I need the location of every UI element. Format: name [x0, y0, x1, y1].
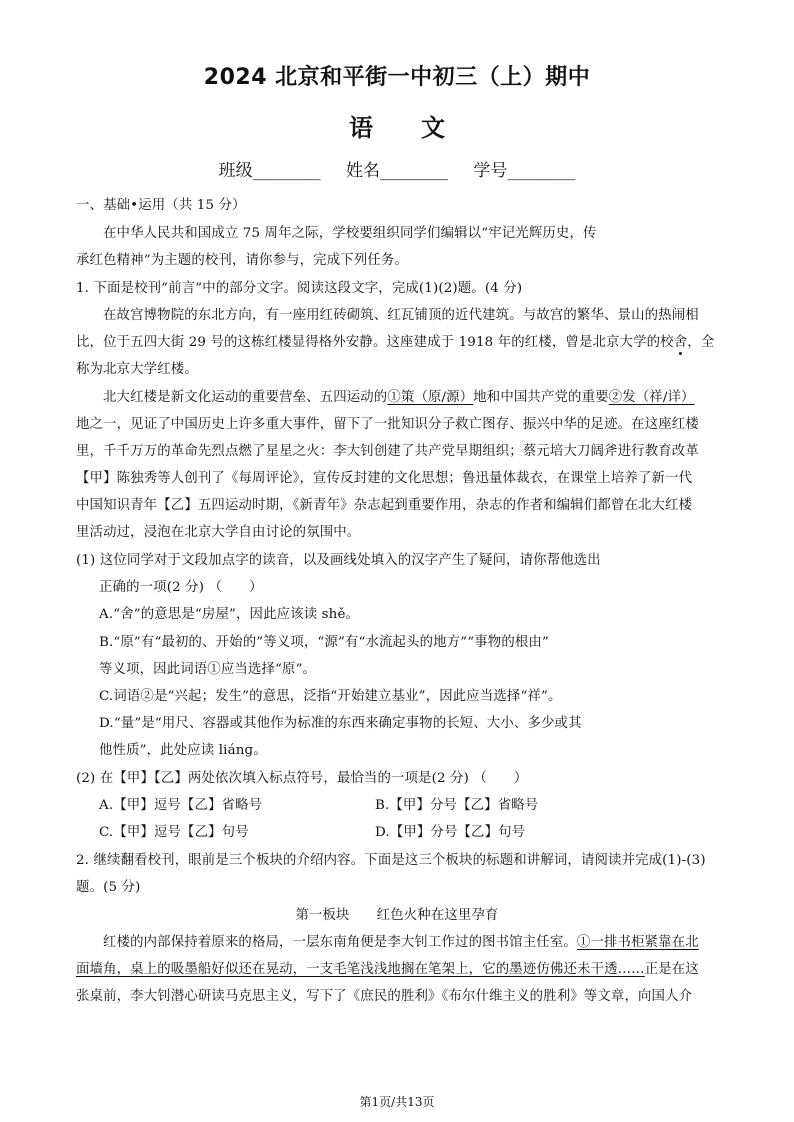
passage-line: 称为北京大学红楼。 — [76, 362, 198, 377]
intro-line: 在中华人民共和国成立 75 周年之际，学校要组织同学们编辑以“牢记光辉历史，传 — [103, 226, 597, 241]
underlined-blank-2: ②发（祥/详） — [608, 390, 695, 405]
exam-title: 2024 北京和平街一中初三（上）期中 — [203, 65, 591, 90]
option-b: B.【甲】分号【乙】省略号 — [375, 798, 539, 813]
sub-question-2-stem: (2) 在【甲】【乙】两处依次填入标点符号，最恰当的一项是(2 分) （ ） — [76, 771, 528, 786]
passage-line: 北大红楼是新文化运动的重要营垒、五四运动的①策（原/源）地和中国共产党的重要②发（祥/详） — [103, 390, 695, 405]
underlined-sentence-1: ①一排书柜紧靠在北 — [576, 935, 699, 950]
passage-line: 里活动过，浸泡在北京大学自由讨论的氛围中。 — [76, 525, 361, 540]
passage-line: 里，千千万万的革命先烈点燃了星星之火：李大钊创建了共产党早期组织；蔡元培大刀阔斧进行教育改革 — [76, 444, 699, 459]
option-a: A.【甲】逗号【乙】省略号 — [99, 798, 263, 813]
class-field: 班级________ — [218, 161, 321, 181]
option-d: D.“量”是“用尺、容器或其他作为标准的东西来确定事物的长短、大小、多少或其 — [99, 716, 582, 731]
sub-question-1-stem: 正确的一项(2 分) （ ） — [99, 580, 263, 595]
sub-question-1-stem: (1) 这位同学对于文段加点字的读音，以及画线处填入的汉字产生了疑问，请你帮他选出 — [76, 553, 601, 568]
block-title: 第一板块 红色火种在这里孕育 — [295, 908, 499, 923]
passage-line: 中国知识青年【乙】五四运动时期，《新青年》杂志起到重要作用，杂志的作者和编辑们都曾在北大红楼 — [76, 498, 693, 513]
passage-line: 张桌前，李大钊潜心研读马克思主义，写下了《庶民的胜利》《布尔什维主义的胜利》等文章，向国人介 — [76, 989, 693, 1004]
question-2-stem: 题。(5 分) — [76, 880, 141, 895]
option-a: A.“舍”的意思是“房屋”，因此应该读 shě。 — [99, 607, 360, 622]
question-2-stem: 2. 继续翻看校刊，眼前是三个板块的介绍内容。下面是这三个板块的标题和讲解词，请阅读并完成(1)-(3) — [76, 853, 706, 868]
intro-line: 承红色精神”为主题的校刊，请你参与，完成下列任务。 — [76, 253, 408, 268]
passage-line: 面墙角，桌上的吸墨船好似还在晃动，一支毛笔浅浅地搁在笔架上，它的墨迹仿佛还未干透……正是在这 — [76, 962, 699, 977]
underlined-blank-1: ①策（原/源） — [387, 390, 474, 405]
passage-line: 比，位于五四大街 29 号的这栋红楼显得格外安静。这座建成于 1918 年的红楼，曾是北京大学的校舍，全 — [76, 335, 715, 350]
passage-line: 地之一，见证了中国历史上许多重大事件，留下了一批知识分子救亡图存、振兴中华的足迹。在这座红楼 — [76, 417, 699, 432]
dotted-char: 舍 — [673, 335, 688, 350]
section-heading: 一、基础•运用（共 15 分） — [76, 198, 246, 213]
option-c: C.词语②是“兴起；发生”的意思，泛指“开始建立基业”，因此应当选择“祥”。 — [99, 689, 562, 704]
option-d: D.【甲】分号【乙】句号 — [375, 825, 526, 840]
page-footer: 第1页/共13页 — [359, 1095, 435, 1109]
student-id-field: 学号________ — [473, 161, 576, 181]
subject-title: 语文 — [349, 114, 493, 142]
underlined-sentence-1: 面墙角，桌上的吸墨船好似还在晃动，一支毛笔浅浅地搁在笔架上，它的墨迹仿佛还未干透…… — [76, 962, 645, 977]
option-b: B.“原”有“最初的、开始的”等义项，“源”有“水流起头的地方”“事物的根由” — [99, 635, 549, 650]
student-info-line — [0, 156, 794, 181]
passage-line: 在故宫博物院的东北方向，有一座用红砖砌筑、红瓦铺顶的近代建筑。与故宫的繁华、景山的热闹相 — [103, 308, 699, 323]
name-field: 姓名________ — [346, 161, 448, 181]
option-c: C.【甲】逗号【乙】句号 — [99, 825, 249, 840]
option-b-continued: 等义项，因此词语①应当选择“原”。 — [99, 662, 317, 677]
passage-line: 红楼的内部保持着原来的格局，一层东南角便是李大钊工作过的图书馆主任室。①一排书柜紧靠在北 — [103, 935, 699, 950]
passage-line: 【甲】陈独秀等人创刊了《每周评论》，宣传反封建的文化思想；鲁迅量体裁衣，在课堂上培养了新一代 — [76, 471, 693, 486]
question-1-stem: 1. 下面是校刊“前言”中的部分文字。阅读这段文字，完成(1)(2)题。(4 分) — [76, 281, 523, 296]
option-d-continued: 他性质”，此处应读 liánɡ。 — [99, 743, 267, 758]
